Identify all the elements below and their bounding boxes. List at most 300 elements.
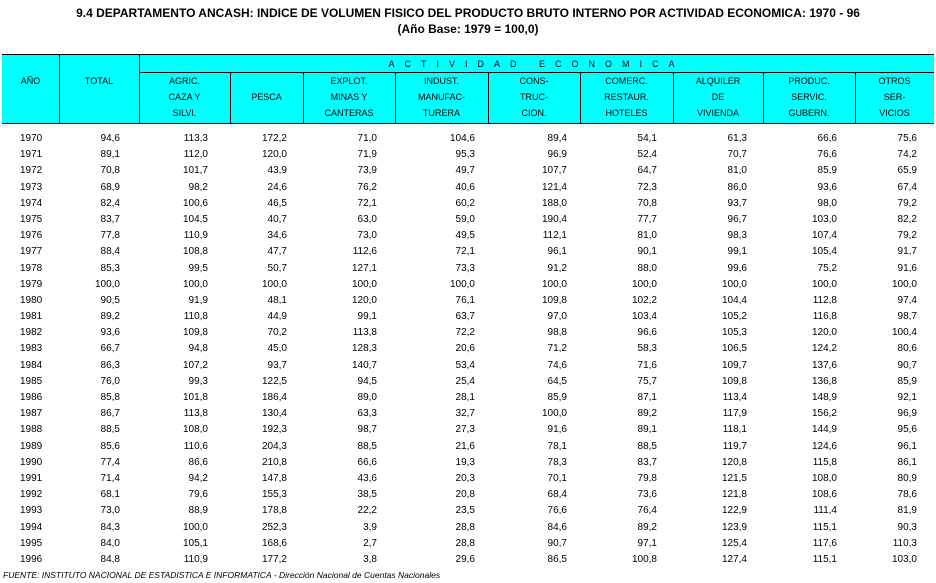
value-cell: 79,6 (188, 489, 208, 501)
value-cell: 98,2 (188, 181, 208, 193)
table-row (0, 358, 936, 374)
value-cell: 20,6 (455, 343, 475, 355)
value-cell: 32,7 (455, 408, 475, 420)
table-row (0, 552, 936, 568)
value-cell: 34,6 (267, 230, 287, 242)
year-cell: 1988 (20, 424, 43, 436)
value-cell: 71,0 (357, 133, 377, 144)
value-cell: 96,1 (547, 246, 567, 258)
value-cell: 79,8 (637, 472, 657, 484)
value-cell: 66,6 (357, 456, 377, 468)
value-cell: 90,7 (897, 359, 917, 371)
value-cell: 107,4 (811, 230, 837, 242)
value-cell: 98,0 (817, 197, 837, 209)
value-cell: 105,3 (721, 327, 747, 339)
year-cell: 1979 (20, 278, 43, 290)
value-cell: 52,4 (637, 149, 657, 161)
value-cell: 84,0 (100, 537, 120, 549)
value-cell: 100,0 (182, 521, 208, 533)
value-cell: 100,0 (351, 278, 377, 290)
value-cell: 72,3 (637, 181, 657, 193)
value-cell: 85,6 (100, 440, 120, 452)
value-cell: 100,0 (631, 278, 657, 290)
year-cell: 1978 (20, 262, 43, 274)
value-cell: 2,7 (363, 537, 377, 549)
value-cell: 118,1 (722, 424, 747, 436)
value-cell: 93,6 (817, 181, 837, 193)
value-cell: 73,6 (637, 489, 657, 501)
value-cell: 76,1 (455, 294, 475, 306)
value-cell: 124,6 (811, 440, 837, 452)
value-cell: 89,1 (637, 424, 657, 436)
value-cell: 89,2 (637, 521, 657, 533)
value-cell: 88,5 (357, 440, 377, 452)
year-cell: 1971 (20, 149, 43, 161)
value-cell: 58,3 (637, 343, 657, 355)
value-cell: 85,8 (100, 392, 120, 403)
value-cell: 122,5 (261, 375, 287, 387)
value-cell: 88,5 (637, 440, 657, 452)
value-cell: 90,7 (547, 537, 567, 549)
table-row (0, 374, 936, 390)
value-cell: 108,0 (811, 472, 837, 484)
value-cell: 105,2 (721, 311, 747, 323)
value-cell: 38,5 (357, 489, 377, 501)
value-cell: 63,3 (357, 408, 377, 420)
value-cell: 96,1 (897, 440, 917, 452)
value-cell: 112,0 (183, 149, 208, 161)
value-cell: 88,5 (100, 424, 120, 436)
value-cell: 84,6 (547, 521, 567, 533)
col-header-gobierno: PRODUC. SERVIC. GUBERN. (788, 76, 830, 118)
col-header-vivienda: ALQUILER DE VIVIENDA (695, 76, 741, 118)
value-cell: 88,4 (100, 246, 120, 258)
value-cell: 24,6 (267, 181, 287, 193)
value-cell: 88,9 (188, 505, 208, 517)
year-cell: 1983 (20, 343, 43, 355)
value-cell: 96,6 (637, 327, 657, 339)
table-row (0, 536, 936, 552)
value-cell: 95,6 (897, 424, 917, 436)
table-row (0, 487, 936, 503)
value-cell: 100,0 (94, 278, 120, 290)
value-cell: 115,1 (812, 521, 837, 533)
value-cell: 112,8 (812, 294, 837, 306)
value-cell: 86,0 (727, 181, 747, 193)
value-cell: 100,0 (261, 278, 287, 290)
value-cell: 119,7 (722, 440, 747, 452)
value-cell: 147,8 (261, 472, 287, 484)
value-cell: 121,4 (541, 181, 567, 193)
value-cell: 113,8 (183, 408, 208, 420)
col-header-agric: AGRIC. CAZA Y SILVI. (168, 76, 201, 118)
value-cell: 110,3 (892, 537, 917, 549)
year-cell: 1984 (20, 359, 43, 371)
value-cell: 107,7 (541, 165, 567, 177)
year-cell: 1975 (20, 213, 43, 225)
value-cell: 79,2 (897, 197, 917, 209)
table-row (0, 390, 936, 406)
value-cell: 97,1 (637, 537, 657, 549)
value-cell: 85,9 (817, 165, 837, 177)
value-cell: 48,1 (267, 294, 287, 306)
value-cell: 96,9 (897, 408, 917, 420)
value-cell: 64,5 (547, 375, 567, 387)
value-cell: 77,4 (100, 456, 120, 468)
value-cell: 78,6 (897, 489, 917, 501)
value-cell: 66,6 (817, 133, 837, 144)
value-cell: 96,9 (547, 149, 567, 161)
table-row (0, 261, 936, 277)
value-cell: 94,2 (188, 472, 208, 484)
value-cell: 130,4 (261, 408, 287, 420)
value-cell: 104,4 (721, 294, 747, 306)
value-cell: 104,5 (182, 213, 208, 225)
value-cell: 109,8 (721, 375, 747, 387)
value-cell: 68,9 (100, 181, 120, 193)
table-row (0, 180, 936, 196)
value-cell: 93,6 (100, 327, 120, 339)
value-cell: 82,2 (897, 213, 917, 225)
value-cell: 20,3 (455, 472, 475, 484)
table-row (0, 520, 936, 536)
value-cell: 72,1 (455, 246, 475, 258)
value-cell: 81,0 (727, 165, 747, 177)
value-cell: 49,7 (455, 165, 475, 177)
value-cell: 68,1 (100, 489, 120, 501)
year-cell: 1989 (20, 440, 43, 452)
value-cell: 83,7 (637, 456, 657, 468)
value-cell: 75,6 (897, 133, 917, 144)
value-cell: 124,2 (811, 343, 837, 355)
table-row (0, 147, 936, 163)
value-cell: 91,2 (547, 262, 567, 274)
value-cell: 70,1 (547, 472, 567, 484)
col-header-industria: INDUST. MANUFAC- TURERA (418, 76, 465, 118)
value-cell: 96,7 (727, 213, 747, 225)
value-cell: 100,0 (541, 278, 567, 290)
value-cell: 85,9 (547, 392, 567, 403)
col-header-pesca: PESCA (251, 92, 282, 102)
value-cell: 210,8 (261, 456, 287, 468)
value-cell: 75,2 (817, 262, 837, 274)
year-cell: 1990 (20, 456, 43, 468)
value-cell: 98,7 (897, 311, 917, 323)
value-cell: 76,6 (547, 505, 567, 517)
page-subtitle: (Año Base: 1979 = 100,0) (397, 22, 539, 36)
year-cell: 1980 (20, 294, 43, 306)
value-cell: 99,1 (357, 311, 377, 323)
value-cell: 113,3 (183, 133, 208, 144)
year-cell: 1977 (20, 246, 43, 258)
value-cell: 140,7 (351, 359, 377, 371)
value-cell: 92,1 (897, 392, 917, 403)
value-cell: 97,0 (547, 311, 567, 323)
year-cell: 1987 (20, 408, 43, 420)
value-cell: 100,8 (631, 553, 657, 565)
value-cell: 91,6 (547, 424, 567, 436)
table-row (0, 309, 936, 325)
value-cell: 67,4 (897, 181, 917, 193)
table-row (0, 196, 936, 212)
year-cell: 1970 (20, 133, 43, 144)
value-cell: 94,8 (188, 343, 208, 355)
value-cell: 168,6 (261, 537, 287, 549)
value-cell: 148,9 (811, 392, 837, 403)
value-cell: 155,3 (261, 489, 287, 501)
value-cell: 72,1 (357, 197, 377, 209)
value-cell: 86,5 (547, 553, 567, 565)
value-cell: 99,5 (188, 262, 208, 274)
value-cell: 88,0 (637, 262, 657, 274)
value-cell: 89,2 (637, 408, 657, 420)
year-cell: 1996 (20, 553, 43, 565)
value-cell: 128,3 (351, 343, 377, 355)
value-cell: 87,1 (637, 392, 657, 403)
value-cell: 22,2 (357, 505, 377, 517)
value-cell: 28,8 (455, 521, 475, 533)
value-cell: 49,5 (455, 230, 475, 242)
value-cell: 204,3 (261, 440, 287, 452)
value-cell: 63,7 (455, 311, 475, 323)
value-cell: 91,6 (897, 262, 917, 274)
value-cell: 76,4 (637, 505, 657, 517)
year-cell: 1992 (20, 489, 43, 501)
value-cell: 73,0 (100, 505, 120, 517)
value-cell: 136,8 (811, 375, 837, 387)
value-cell: 127,1 (351, 262, 377, 274)
value-cell: 113,8 (352, 327, 377, 339)
table-row (0, 244, 936, 260)
value-cell: 81,9 (897, 505, 917, 517)
year-cell: 1973 (20, 181, 43, 193)
value-cell: 43,9 (267, 165, 287, 177)
value-cell: 60,2 (455, 197, 475, 209)
value-cell: 108,0 (182, 424, 208, 436)
value-cell: 73,0 (357, 230, 377, 242)
value-cell: 144,9 (811, 424, 837, 436)
value-cell: 120,8 (721, 456, 747, 468)
value-cell: 70,7 (727, 149, 747, 161)
value-cell: 109,8 (182, 327, 208, 339)
value-cell: 59,0 (455, 213, 475, 225)
value-cell: 100,0 (811, 278, 837, 290)
page-title: 9.4 DEPARTAMENTO ANCASH: INDICE DE VOLUMEN FISICO DEL PRODUCTO BRUTO INTERNO POR ACTIVIDAD ECONOMICA: 1970 - 96 (76, 6, 860, 20)
value-cell: 192,3 (261, 424, 287, 436)
value-cell: 23,5 (455, 505, 475, 517)
value-cell: 86,1 (897, 456, 917, 468)
value-cell: 21,6 (455, 440, 475, 452)
value-cell: 78,3 (547, 456, 567, 468)
value-cell: 178,8 (261, 505, 287, 517)
table-row (0, 131, 936, 147)
value-cell: 101,7 (182, 165, 208, 177)
table-row (0, 455, 936, 471)
value-cell: 74,2 (897, 149, 917, 161)
value-cell: 76,2 (357, 181, 377, 193)
value-cell: 186,4 (261, 392, 287, 403)
col-header-comercio: COMERC. RESTAUR. HOTELES (604, 76, 649, 118)
value-cell: 104,6 (449, 133, 475, 144)
value-cell: 85,9 (897, 375, 917, 387)
value-cell: 76,0 (100, 375, 120, 387)
value-cell: 100,0 (721, 278, 747, 290)
value-cell: 71,6 (637, 359, 657, 371)
value-cell: 19,3 (455, 456, 475, 468)
col-header-otros: OTROS SER- VICIOS (878, 76, 911, 118)
year-cell: 1995 (20, 537, 43, 549)
value-cell: 43,6 (357, 472, 377, 484)
value-cell: 40,6 (455, 181, 475, 193)
value-cell: 103,0 (891, 553, 917, 565)
value-cell: 86,6 (188, 456, 208, 468)
value-cell: 94,5 (357, 375, 377, 387)
value-cell: 77,8 (100, 230, 120, 242)
value-cell: 27,3 (455, 424, 475, 436)
value-cell: 71,9 (357, 149, 377, 161)
source-footnote: FUENTE: INSTITUTO NACIONAL DE ESTADISTICA E INFORMATICA - Dirección Nacional de Cuentas Nacionales (3, 570, 441, 580)
value-cell: 100,4 (891, 327, 917, 339)
value-cell: 44,9 (267, 311, 287, 323)
value-cell: 86,3 (100, 359, 120, 371)
value-cell: 45,0 (267, 343, 287, 355)
value-cell: 46,5 (267, 197, 287, 209)
value-cell: 95,3 (455, 149, 475, 161)
value-cell: 106,5 (721, 343, 747, 355)
table-row (0, 212, 936, 228)
value-cell: 91,7 (897, 246, 917, 258)
value-cell: 127,4 (721, 553, 747, 565)
value-cell: 177,2 (261, 553, 287, 565)
value-cell: 89,4 (547, 133, 567, 144)
value-cell: 83,7 (100, 213, 120, 225)
value-cell: 99,3 (188, 375, 208, 387)
value-cell: 70,8 (100, 165, 120, 177)
value-cell: 53,4 (455, 359, 475, 371)
year-cell: 1976 (20, 230, 43, 242)
value-cell: 100,0 (891, 278, 917, 290)
year-cell: 1986 (20, 392, 43, 403)
value-cell: 101,8 (182, 392, 208, 403)
table-row (0, 471, 936, 487)
table-row (0, 439, 936, 455)
col-header-mineria: EXPLOT. MINAS Y CANTERAS (324, 76, 374, 118)
value-cell: 100,0 (182, 278, 208, 290)
value-cell: 93,7 (727, 197, 747, 209)
table-row (0, 228, 936, 244)
value-cell: 110,6 (183, 440, 208, 452)
value-cell: 3,9 (363, 521, 377, 533)
value-cell: 65,9 (897, 165, 917, 177)
value-cell: 121,5 (721, 472, 747, 484)
value-cell: 122,9 (721, 505, 747, 517)
value-cell: 125,4 (721, 537, 747, 549)
value-cell: 113,4 (722, 392, 747, 403)
value-cell: 74,6 (547, 359, 567, 371)
value-cell: 99,1 (727, 246, 747, 258)
value-cell: 117,9 (722, 408, 747, 420)
year-cell: 1993 (20, 505, 43, 517)
value-cell: 252,3 (261, 521, 287, 533)
value-cell: 110,9 (183, 230, 208, 242)
value-cell: 80,6 (897, 343, 917, 355)
value-cell: 115,1 (812, 553, 837, 565)
value-cell: 121,8 (721, 489, 747, 501)
value-cell: 94,6 (100, 133, 120, 144)
value-cell: 99,6 (727, 262, 747, 274)
value-cell: 73,3 (455, 262, 475, 274)
value-cell: 73,9 (357, 165, 377, 177)
value-cell: 71,2 (547, 343, 567, 355)
value-cell: 100,6 (182, 197, 208, 209)
value-cell: 190,4 (541, 213, 567, 225)
value-cell: 97,4 (897, 294, 917, 306)
value-cell: 70,8 (637, 197, 657, 209)
value-cell: 63,0 (357, 213, 377, 225)
value-cell: 84,8 (100, 553, 120, 565)
value-cell: 156,2 (811, 408, 837, 420)
value-cell: 120,0 (261, 149, 287, 161)
value-cell: 71,4 (100, 472, 120, 484)
value-cell: 172,2 (261, 133, 287, 144)
value-cell: 82,4 (100, 197, 120, 209)
value-cell: 90,3 (897, 521, 917, 533)
value-cell: 3,8 (363, 553, 377, 565)
value-cell: 107,2 (182, 359, 208, 371)
value-cell: 105,4 (811, 246, 837, 258)
value-cell: 66,7 (100, 343, 120, 355)
value-cell: 102,2 (631, 294, 657, 306)
value-cell: 64,7 (637, 165, 657, 177)
value-cell: 93,7 (267, 359, 287, 371)
value-cell: 137,6 (811, 359, 837, 371)
value-cell: 98,7 (357, 424, 377, 436)
table-row (0, 406, 936, 422)
value-cell: 110,8 (183, 311, 208, 323)
value-cell: 117,6 (812, 537, 837, 549)
value-cell: 79,2 (897, 230, 917, 242)
table-row (0, 422, 936, 438)
value-cell: 84,3 (100, 521, 120, 533)
value-cell: 86,7 (100, 408, 120, 420)
value-cell: 103,4 (631, 311, 657, 323)
col-header-construccion: CONS- TRUC- CION. (519, 76, 549, 118)
value-cell: 100,0 (541, 408, 567, 420)
value-cell: 91,9 (188, 294, 208, 306)
value-cell: 120,0 (811, 327, 837, 339)
value-cell: 89,0 (357, 392, 377, 403)
table-row (0, 293, 936, 309)
value-cell: 109,8 (541, 294, 567, 306)
value-cell: 54,1 (637, 133, 657, 144)
table-row (0, 503, 936, 519)
value-cell: 78,1 (547, 440, 567, 452)
value-cell: 89,2 (100, 311, 120, 323)
value-cell: 108,6 (811, 489, 837, 501)
value-cell: 98,8 (547, 327, 567, 339)
table-header (2, 54, 934, 124)
value-cell: 123,9 (721, 521, 747, 533)
year-cell: 1985 (20, 375, 43, 387)
value-cell: 70,2 (267, 327, 287, 339)
value-cell: 100,0 (449, 278, 475, 290)
value-cell: 90,5 (100, 294, 120, 306)
value-cell: 109,7 (721, 359, 747, 371)
value-cell: 20,8 (455, 489, 475, 501)
band-label: ACTIVIDAD ECONOMICA (388, 59, 685, 69)
value-cell: 61,3 (727, 133, 747, 144)
value-cell: 112,6 (352, 246, 377, 258)
